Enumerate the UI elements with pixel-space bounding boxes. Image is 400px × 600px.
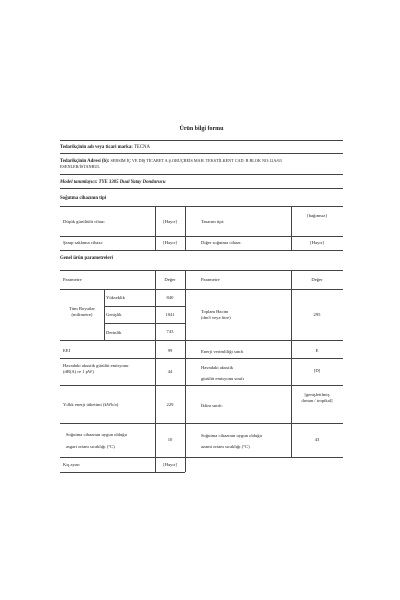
table-border <box>60 472 185 473</box>
width-label: Genişlik <box>106 312 122 317</box>
table-border <box>60 340 343 341</box>
table-border <box>60 206 343 207</box>
winter-setting-label: Kış ayarı <box>63 462 80 467</box>
annual-energy-label: Yıllık enerji tüketimi (kWh/a) <box>63 402 119 407</box>
section-title-general-params: Genel ürün parametreleri <box>60 256 113 261</box>
noise-class-label: Havadaki akustik <box>201 365 234 370</box>
model-label: Model tanımlayıcı: <box>60 180 98 185</box>
supplier-value: TECNA <box>133 145 150 150</box>
supplier-label: Tedarikçinin adı veya ticari marka: <box>60 145 133 150</box>
table-border <box>60 289 343 290</box>
noise-emission-value: 44 <box>167 369 173 374</box>
divider <box>60 140 343 141</box>
winter-setting-value: [Hayır] <box>163 462 177 467</box>
table-border <box>104 323 185 324</box>
min-temp-label-2: asgari ortam sıcaklığı (°C) <box>66 444 115 449</box>
table-border <box>291 206 292 250</box>
divider <box>60 153 343 154</box>
other-appliance-label: Diğer soğutma cihazı: <box>201 240 242 245</box>
annual-energy-value: 229 <box>166 402 174 407</box>
noise-emission-unit: (dB(A) re 1 pW) <box>63 369 94 374</box>
table-border <box>60 457 343 458</box>
other-appliance-value: [Hayır] <box>310 240 324 245</box>
noise-class-label-2: gürültü emisyonu sınıfı <box>201 376 244 381</box>
table-border <box>60 236 343 237</box>
wine-storage-value: [Hayır] <box>163 240 177 245</box>
table-border <box>60 358 343 359</box>
eei-label: EEI <box>63 348 71 353</box>
address-line-1: SERSİM İÇ VE DIŞ TİCARET A.Ş.ORUÇREİS MAH. TEKSTİLKENT CAD. B BLOK NO:12A/63 <box>110 158 282 163</box>
min-temp-value: 10 <box>167 437 173 442</box>
design-type-label: Tasarım tipi: <box>201 219 225 224</box>
divider <box>60 174 343 175</box>
table-border <box>185 270 186 472</box>
table-border <box>60 250 343 251</box>
model-value: TYE 3305 Dual Yatay Dondurucu <box>98 180 166 185</box>
page-title: Ürün bilgi formu <box>179 126 224 132</box>
section-title-appliance-type: Soğutma cihazının tipi <box>60 196 107 201</box>
table-border <box>185 206 186 250</box>
table-border <box>104 306 185 307</box>
depth-value: 743 <box>166 329 174 334</box>
noise-class-value: [D] <box>313 368 321 373</box>
max-temp-value: 43 <box>314 437 320 442</box>
header-value: Değer <box>164 277 176 282</box>
table-border <box>104 289 105 340</box>
height-label: Yükseklik <box>106 295 125 300</box>
climate-class-value-2: ılıman / tropikal] <box>301 398 333 403</box>
total-volume-label: Toplam Hacim <box>201 309 229 314</box>
total-volume-unit: (dm3 veya litre) <box>201 315 231 320</box>
table-border <box>60 270 343 271</box>
energy-class-value: E <box>315 348 319 353</box>
supplier-row <box>60 145 343 151</box>
table-border <box>155 270 156 472</box>
low-noise-value: [Hayır] <box>163 219 177 224</box>
energy-class-label: Enerji verimliliği sınıfı <box>201 349 244 354</box>
design-type-value: [bağımsız] <box>307 213 327 218</box>
climate-class-label: İklim sınıfı: <box>201 403 223 408</box>
address-line-2: ESENLER/İSTANBUL <box>60 164 100 169</box>
climate-class-value: [genişletilmiş <box>304 392 330 397</box>
header-value: Değer <box>311 277 323 282</box>
header-parameter: Parametre <box>63 277 82 282</box>
header-parameter: Parametre <box>201 277 220 282</box>
min-temp-label: Soğutma cihazının uygun olduğu <box>66 432 127 437</box>
dimensions-label: Tüm Boyutlar <box>69 306 95 311</box>
address-label: Tedarikçinin Adresi (b): <box>60 159 110 164</box>
depth-label: Derinlik <box>106 330 122 335</box>
table-border <box>60 423 343 424</box>
low-noise-label: Düşük gürültülü cihaz: <box>63 219 106 224</box>
table-border <box>155 206 156 250</box>
noise-emission-label: Havadaki akustik gürültü emisyonu <box>63 363 129 368</box>
divider <box>60 188 343 189</box>
wine-storage-label: Şarap saklama cihazı: <box>63 240 104 245</box>
model-row <box>60 180 343 186</box>
dimensions-unit: (milimetre) <box>71 312 93 317</box>
max-temp-label: Soğutma cihazının uygun olduğu <box>201 433 262 438</box>
total-volume-value: 295 <box>313 312 321 317</box>
table-border <box>291 270 292 457</box>
height-value: 840 <box>166 295 174 300</box>
max-temp-label-2: azami ortam sıcaklığı (°C) <box>201 444 250 449</box>
width-value: 1041 <box>165 312 175 317</box>
eei-value: 99 <box>167 348 173 353</box>
table-border <box>60 385 343 386</box>
